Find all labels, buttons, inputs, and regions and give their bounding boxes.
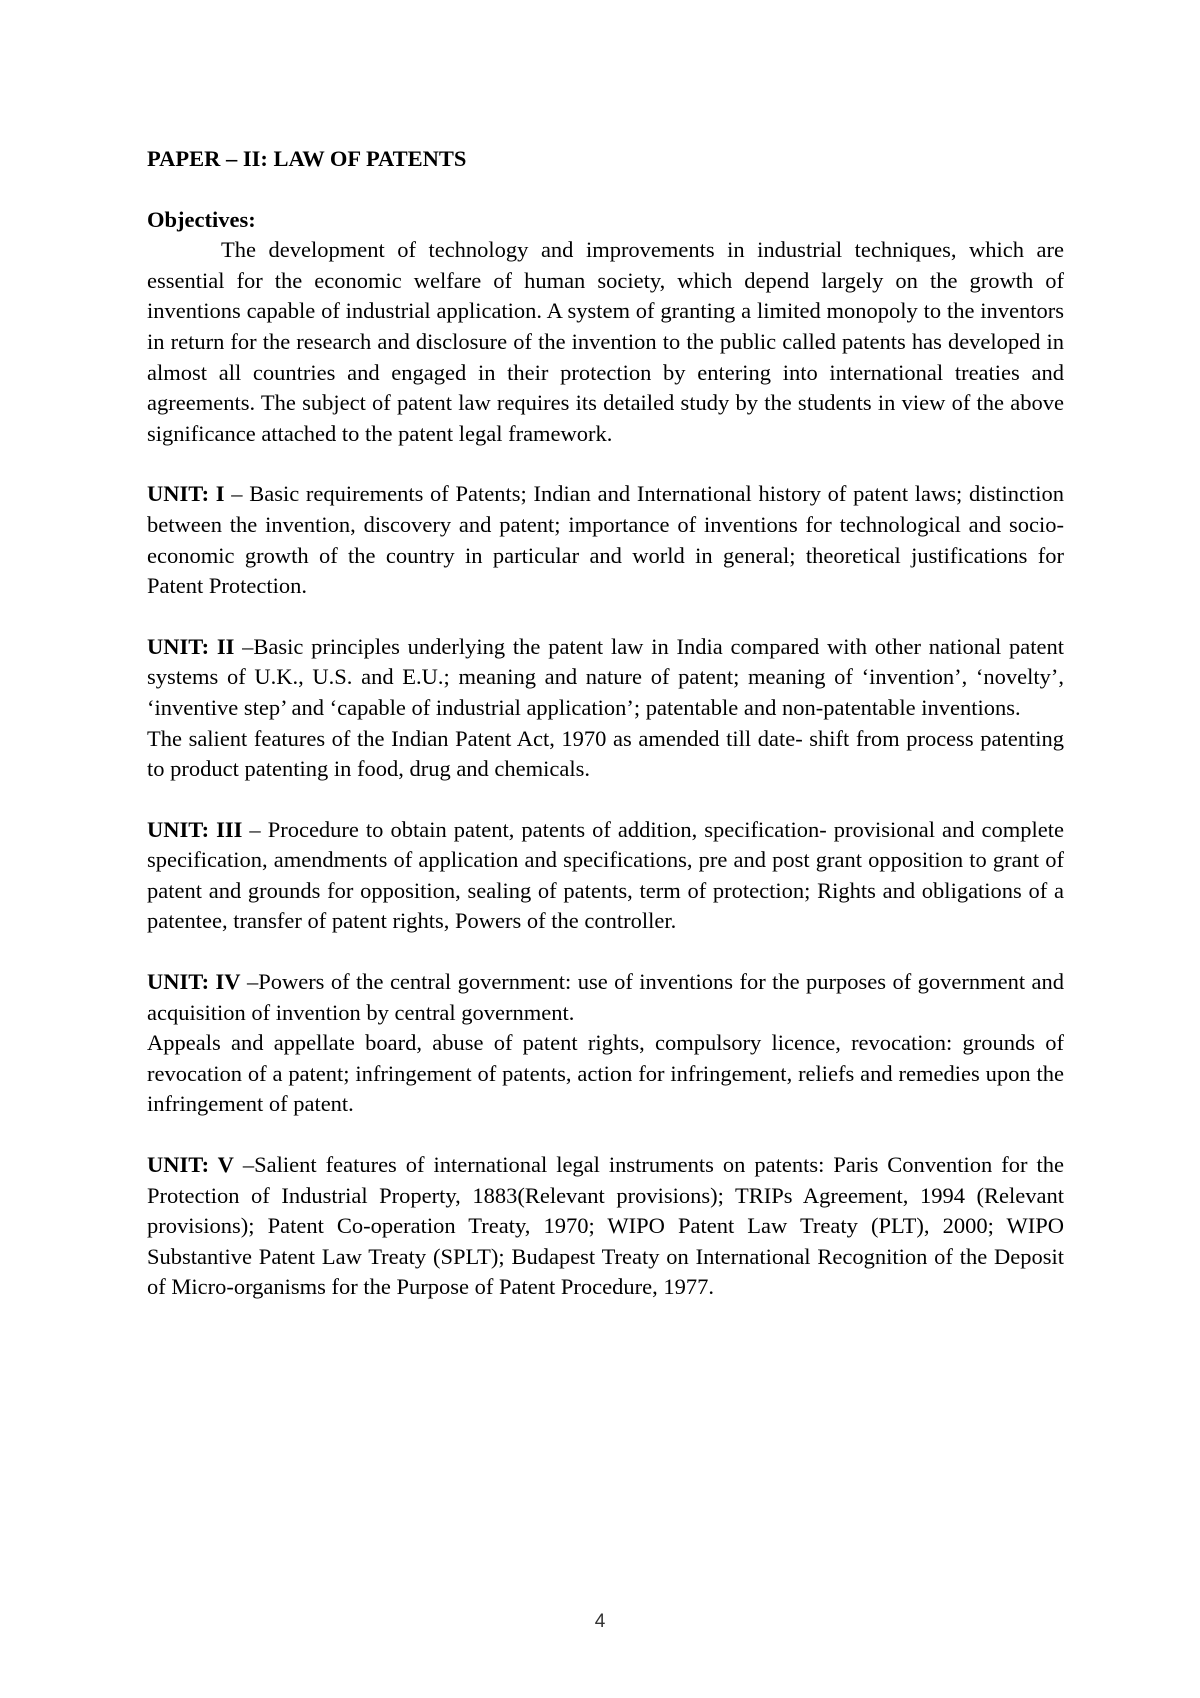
unit-4-text: –Powers of the central government: use of inventions for the purposes of government and acquisition of invention by central government.	[147, 969, 1064, 1025]
page-number: 4	[594, 1611, 606, 1632]
page-title: PAPER – II: LAW OF PATENTS	[147, 146, 467, 171]
unit-2-paragraph	[147, 632, 1064, 724]
unit-5-label: UNIT: V	[147, 1152, 234, 1178]
objectives-heading: Objectives:	[147, 206, 256, 232]
document-body	[147, 144, 1064, 1303]
unit-4-label: UNIT: IV	[147, 969, 241, 995]
unit-3-paragraph	[147, 815, 1064, 937]
unit-3-label: UNIT: III	[147, 816, 243, 842]
unit-2-text: –Basic principles underlying the patent law in India compared with other national patent systems of U.K., U.S. and E.U.; meaning and nature of patent; meaning of ‘invention’, ‘novelty’, ‘inventive step’ and ‘capable of industrial application’; patentable and non-patentable inventions.	[147, 633, 1064, 720]
unit-3-text: – Procedure to obtain patent, patents of addition, specification- provisional and complete specification, amendments of application and specifications, pre and post grant opposition to grant of patent and grounds for opposition, sealing of patents, term of protection; Rights and obligations of a patentee, transfer of patent rights, Powers of the controller.	[147, 816, 1064, 934]
unit-4-paragraph	[147, 967, 1064, 1028]
unit-2-extra-text: The salient features of the Indian Patent Act, 1970 as amended till date- shift from process patenting to product patenting in food, drug and chemicals.	[147, 725, 1064, 782]
unit-5-text: –Salient features of international legal instruments on patents: Paris Convention for the Protection of Industrial Property, 1883(Relevant provisions); TRIPs Agreement, 1994 (Relevant provisions); Patent Co-operation Treaty, 1970; WIPO Patent Law Treaty (PLT), 2000; WIPO Substantive Patent Law Treaty (SPLT); Budapest Treaty on International Recognition of the Deposit of Micro-organisms for the Purpose of Patent Procedure, 1977.	[147, 1152, 1064, 1300]
unit-4-extra-text: Appeals and appellate board, abuse of patent rights, compulsory licence, revocation: grounds of revocation of a patent; infringement of patents, action for infringement, reliefs and remedies upon the infringement of patent.	[147, 1030, 1064, 1117]
objectives-text: The development of technology and improvements in industrial techniques, which are essential for the economic welfare of human society, which depend largely on the growth of inventions capable of industrial application. A system of granting a limited monopoly to the inventors in return for the research and disclosure of the invention to the public called patents has developed in almost all countries and engaged in their protection by entering into international treaties and agreements. The subject of patent law requires its detailed study by the students in view of the above significance attached to the patent legal framework.	[147, 237, 1064, 446]
unit-1-paragraph	[147, 479, 1064, 601]
unit-5-paragraph	[147, 1150, 1064, 1303]
unit-2-label: UNIT: II	[147, 633, 235, 659]
unit-1-text: – Basic requirements of Patents; Indian and International history of patent laws; distinction between the invention, discovery and patent; importance of inventions for technological and socio-economic growth of the country in particular and world in general; theoretical justifications for Patent Protection.	[147, 481, 1064, 599]
unit-1-label: UNIT: I	[147, 481, 225, 507]
